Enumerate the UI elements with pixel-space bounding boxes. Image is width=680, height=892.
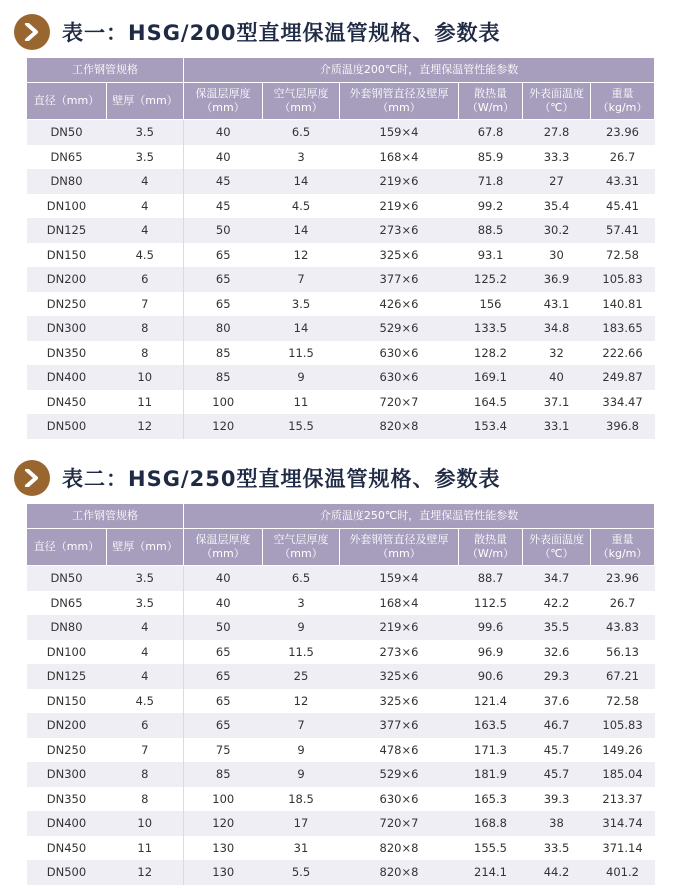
table-cell: 12 bbox=[263, 243, 340, 268]
table-cell: 120 bbox=[184, 811, 263, 836]
table-row bbox=[27, 316, 655, 341]
table-cell: 3 bbox=[263, 591, 340, 616]
col-header-heat-loss: 散热量（W/m） bbox=[459, 83, 523, 120]
table-cell: 36.9 bbox=[523, 267, 591, 292]
table-cell: 219×6 bbox=[340, 169, 459, 194]
col-header-air-layer: 空气层厚度（mm） bbox=[263, 83, 340, 120]
table-cell: 6.5 bbox=[263, 120, 340, 145]
table-cell: 11.5 bbox=[263, 341, 340, 366]
table-cell: 10 bbox=[107, 365, 184, 390]
table-cell: DN200 bbox=[27, 267, 107, 292]
table-cell: 30 bbox=[523, 243, 591, 268]
table-cell: 11 bbox=[107, 836, 184, 861]
table-cell: 4 bbox=[107, 640, 184, 665]
table-cell: DN150 bbox=[27, 243, 107, 268]
table-cell: 529×6 bbox=[340, 762, 459, 787]
table-cell: 26.7 bbox=[591, 145, 655, 170]
table-cell: 44.2 bbox=[523, 860, 591, 885]
table-cell: 219×6 bbox=[340, 615, 459, 640]
table-cell: 125.2 bbox=[459, 267, 523, 292]
table-1-body bbox=[27, 120, 655, 439]
table-cell: 29.3 bbox=[523, 664, 591, 689]
table-cell: 401.2 bbox=[591, 860, 655, 885]
table-cell: 33.1 bbox=[523, 414, 591, 439]
col-header-wall: 壁厚（mm） bbox=[107, 83, 184, 120]
table-cell: 249.87 bbox=[591, 365, 655, 390]
table-cell: 65 bbox=[184, 689, 263, 714]
col-header-casing: 外套钢管直径及壁厚（mm） bbox=[340, 83, 459, 120]
col-header-weight: 重量（kg/m） bbox=[591, 529, 655, 566]
table-row bbox=[27, 640, 655, 665]
table-cell: DN100 bbox=[27, 640, 107, 665]
table-cell: DN400 bbox=[27, 811, 107, 836]
table-cell: 181.9 bbox=[459, 762, 523, 787]
table-cell: DN200 bbox=[27, 713, 107, 738]
table-cell: 5.5 bbox=[263, 860, 340, 885]
table-cell: 168.8 bbox=[459, 811, 523, 836]
table-row bbox=[27, 292, 655, 317]
table-cell: DN450 bbox=[27, 390, 107, 415]
table-cell: 820×8 bbox=[340, 860, 459, 885]
table-cell: 3.5 bbox=[107, 591, 184, 616]
table-cell: 325×6 bbox=[340, 664, 459, 689]
table-cell: DN300 bbox=[27, 762, 107, 787]
col-header-insulation: 保温层厚度（mm） bbox=[184, 529, 263, 566]
table-cell: DN250 bbox=[27, 738, 107, 763]
table-cell: 426×6 bbox=[340, 292, 459, 317]
table-cell: 93.1 bbox=[459, 243, 523, 268]
table-cell: 85 bbox=[184, 341, 263, 366]
table-cell: 88.7 bbox=[459, 566, 523, 591]
table-cell: 478×6 bbox=[340, 738, 459, 763]
col-header-surface-temp: 外表面温度（℃） bbox=[523, 529, 591, 566]
table-cell: 377×6 bbox=[340, 713, 459, 738]
table-cell: 9 bbox=[263, 365, 340, 390]
table-row bbox=[27, 145, 655, 170]
table-cell: 133.5 bbox=[459, 316, 523, 341]
table-cell: 4 bbox=[107, 218, 184, 243]
table-row bbox=[27, 120, 655, 145]
table-cell: 37.1 bbox=[523, 390, 591, 415]
table-cell: 15.5 bbox=[263, 414, 340, 439]
table-cell: 71.8 bbox=[459, 169, 523, 194]
table-cell: DN125 bbox=[27, 218, 107, 243]
table-cell: 325×6 bbox=[340, 689, 459, 714]
table-cell: 40 bbox=[523, 365, 591, 390]
table-cell: 4 bbox=[107, 169, 184, 194]
table-cell: 273×6 bbox=[340, 218, 459, 243]
table-row bbox=[27, 390, 655, 415]
table-cell: 33.5 bbox=[523, 836, 591, 861]
table-cell: 7 bbox=[263, 713, 340, 738]
table-row bbox=[27, 591, 655, 616]
table-cell: 38 bbox=[523, 811, 591, 836]
col-header-air-layer: 空气层厚度（mm） bbox=[263, 529, 340, 566]
table-cell: DN150 bbox=[27, 689, 107, 714]
table-cell: 153.4 bbox=[459, 414, 523, 439]
table-cell: 27 bbox=[523, 169, 591, 194]
table-cell: 720×7 bbox=[340, 390, 459, 415]
table-cell: 8 bbox=[107, 316, 184, 341]
table-cell: 65 bbox=[184, 664, 263, 689]
table-cell: 35.4 bbox=[523, 194, 591, 219]
table-cell: 32.6 bbox=[523, 640, 591, 665]
table-row bbox=[27, 341, 655, 366]
table-cell: 100 bbox=[184, 390, 263, 415]
table-cell: 67.21 bbox=[591, 664, 655, 689]
table-cell: 32 bbox=[523, 341, 591, 366]
table-cell: 3.5 bbox=[107, 145, 184, 170]
table-cell: DN65 bbox=[27, 145, 107, 170]
table-cell: 185.04 bbox=[591, 762, 655, 787]
table-cell: 99.6 bbox=[459, 615, 523, 640]
table-cell: 26.7 bbox=[591, 591, 655, 616]
table-cell: 820×8 bbox=[340, 414, 459, 439]
table-cell: 10 bbox=[107, 811, 184, 836]
table-cell: 30.2 bbox=[523, 218, 591, 243]
table-cell: DN500 bbox=[27, 860, 107, 885]
table-row bbox=[27, 414, 655, 439]
table-cell: 11.5 bbox=[263, 640, 340, 665]
table-cell: 140.81 bbox=[591, 292, 655, 317]
col-header-weight: 重量（kg/m） bbox=[591, 83, 655, 120]
table-cell: DN350 bbox=[27, 787, 107, 812]
table-cell: 4 bbox=[107, 194, 184, 219]
table-cell: 40 bbox=[184, 120, 263, 145]
spec-table-2 bbox=[26, 503, 655, 885]
table-cell: 12 bbox=[107, 860, 184, 885]
col-header-heat-loss: 散热量（W/m） bbox=[459, 529, 523, 566]
table-cell: 120 bbox=[184, 414, 263, 439]
table-cell: 820×8 bbox=[340, 836, 459, 861]
table-cell: 314.74 bbox=[591, 811, 655, 836]
table-cell: 45 bbox=[184, 169, 263, 194]
table-cell: 45.7 bbox=[523, 762, 591, 787]
table-cell: 57.41 bbox=[591, 218, 655, 243]
table-cell: 8 bbox=[107, 787, 184, 812]
table-cell: 45 bbox=[184, 194, 263, 219]
table-cell: 105.83 bbox=[591, 267, 655, 292]
table-cell: 72.58 bbox=[591, 243, 655, 268]
spec-table-1 bbox=[26, 57, 655, 439]
table-cell: 17 bbox=[263, 811, 340, 836]
table-cell: 9 bbox=[263, 762, 340, 787]
table-cell: 183.65 bbox=[591, 316, 655, 341]
table-cell: 156 bbox=[459, 292, 523, 317]
table-cell: 155.5 bbox=[459, 836, 523, 861]
table-row bbox=[27, 811, 655, 836]
table-cell: 159×4 bbox=[340, 120, 459, 145]
table-cell: 630×6 bbox=[340, 787, 459, 812]
table-row bbox=[27, 243, 655, 268]
table-cell: 40 bbox=[184, 591, 263, 616]
table-cell: 43.83 bbox=[591, 615, 655, 640]
table-cell: 23.96 bbox=[591, 566, 655, 591]
table-cell: 105.83 bbox=[591, 713, 655, 738]
table-cell: 65 bbox=[184, 713, 263, 738]
col-header-diameter: 直径（mm） bbox=[27, 83, 107, 120]
table-row bbox=[27, 689, 655, 714]
table-cell: 45.41 bbox=[591, 194, 655, 219]
table-cell: DN300 bbox=[27, 316, 107, 341]
table-cell: 88.5 bbox=[459, 218, 523, 243]
table-1-title: 表一：HSG/200型直埋保温管规格、参数表 bbox=[62, 21, 501, 45]
table-cell: 65 bbox=[184, 640, 263, 665]
col-header-diameter: 直径（mm） bbox=[27, 529, 107, 566]
table-cell: 159×4 bbox=[340, 566, 459, 591]
col-header-insulation: 保温层厚度（mm） bbox=[184, 83, 263, 120]
table-row bbox=[27, 664, 655, 689]
table-row bbox=[27, 738, 655, 763]
table-cell: DN400 bbox=[27, 365, 107, 390]
table-cell: 11 bbox=[107, 390, 184, 415]
table-cell: 219×6 bbox=[340, 194, 459, 219]
table-cell: 46.7 bbox=[523, 713, 591, 738]
table-cell: 168×4 bbox=[340, 145, 459, 170]
table-cell: 43.31 bbox=[591, 169, 655, 194]
col-header-surface-temp: 外表面温度（℃） bbox=[523, 83, 591, 120]
table-cell: 169.1 bbox=[459, 365, 523, 390]
table-cell: 214.1 bbox=[459, 860, 523, 885]
table-cell: 121.4 bbox=[459, 689, 523, 714]
table-cell: 164.5 bbox=[459, 390, 523, 415]
table-cell: 85.9 bbox=[459, 145, 523, 170]
table-cell: 6 bbox=[107, 713, 184, 738]
table-cell: 273×6 bbox=[340, 640, 459, 665]
table-cell: 85 bbox=[184, 762, 263, 787]
table-cell: 163.5 bbox=[459, 713, 523, 738]
table-cell: 65 bbox=[184, 267, 263, 292]
table-cell: 56.13 bbox=[591, 640, 655, 665]
table-cell: 40 bbox=[184, 145, 263, 170]
table-2-title-row bbox=[14, 460, 500, 496]
table-cell: 42.2 bbox=[523, 591, 591, 616]
table-cell: 50 bbox=[184, 218, 263, 243]
table-row bbox=[27, 787, 655, 812]
group-header-performance: 介质温度250℃时，直埋保温管性能参数 bbox=[184, 504, 655, 529]
table-cell: 67.8 bbox=[459, 120, 523, 145]
table-cell: 14 bbox=[263, 169, 340, 194]
table-cell: 34.8 bbox=[523, 316, 591, 341]
table-cell: 25 bbox=[263, 664, 340, 689]
table-cell: 3.5 bbox=[107, 566, 184, 591]
table-cell: 96.9 bbox=[459, 640, 523, 665]
table-cell: 396.8 bbox=[591, 414, 655, 439]
table-cell: 325×6 bbox=[340, 243, 459, 268]
chevron-right-icon bbox=[14, 460, 50, 496]
table-cell: 377×6 bbox=[340, 267, 459, 292]
table-cell: 7 bbox=[107, 738, 184, 763]
table-cell: 7 bbox=[263, 267, 340, 292]
col-header-wall: 壁厚（mm） bbox=[107, 529, 184, 566]
table-cell: 75 bbox=[184, 738, 263, 763]
table-cell: DN50 bbox=[27, 566, 107, 591]
table-cell: DN125 bbox=[27, 664, 107, 689]
table-cell: 171.3 bbox=[459, 738, 523, 763]
table-cell: 37.6 bbox=[523, 689, 591, 714]
table-row bbox=[27, 836, 655, 861]
table-cell: 3 bbox=[263, 145, 340, 170]
table-cell: 12 bbox=[107, 414, 184, 439]
table-cell: DN80 bbox=[27, 169, 107, 194]
table-row bbox=[27, 194, 655, 219]
table-2-body bbox=[27, 566, 655, 885]
table-cell: 371.14 bbox=[591, 836, 655, 861]
table-cell: 8 bbox=[107, 762, 184, 787]
table-cell: 4.5 bbox=[263, 194, 340, 219]
table-cell: 720×7 bbox=[340, 811, 459, 836]
table-cell: 630×6 bbox=[340, 341, 459, 366]
col-header-casing: 外套钢管直径及壁厚（mm） bbox=[340, 529, 459, 566]
table-row bbox=[27, 218, 655, 243]
table-cell: 630×6 bbox=[340, 365, 459, 390]
table-cell: 31 bbox=[263, 836, 340, 861]
table-1-title-row bbox=[14, 14, 500, 50]
table-cell: 34.7 bbox=[523, 566, 591, 591]
table-cell: 14 bbox=[263, 218, 340, 243]
table-cell: 100 bbox=[184, 787, 263, 812]
table-cell: 3.5 bbox=[107, 120, 184, 145]
table-row bbox=[27, 615, 655, 640]
table-cell: 128.2 bbox=[459, 341, 523, 366]
table-cell: 18.5 bbox=[263, 787, 340, 812]
table-cell: 72.58 bbox=[591, 689, 655, 714]
table-cell: 39.3 bbox=[523, 787, 591, 812]
table-cell: 4.5 bbox=[107, 689, 184, 714]
table-cell: 8 bbox=[107, 341, 184, 366]
table-cell: 213.37 bbox=[591, 787, 655, 812]
table-row bbox=[27, 267, 655, 292]
table-cell: 27.8 bbox=[523, 120, 591, 145]
table-cell: 33.3 bbox=[523, 145, 591, 170]
table-cell: 43.1 bbox=[523, 292, 591, 317]
table-row bbox=[27, 566, 655, 591]
table-cell: 334.47 bbox=[591, 390, 655, 415]
group-header-steel-pipe: 工作钢管规格 bbox=[27, 504, 184, 529]
table-cell: 168×4 bbox=[340, 591, 459, 616]
table-cell: DN450 bbox=[27, 836, 107, 861]
table-cell: DN50 bbox=[27, 120, 107, 145]
table-cell: 11 bbox=[263, 390, 340, 415]
table-cell: 9 bbox=[263, 738, 340, 763]
table-cell: 45.7 bbox=[523, 738, 591, 763]
table-cell: 85 bbox=[184, 365, 263, 390]
table-cell: 9 bbox=[263, 615, 340, 640]
table-cell: 4 bbox=[107, 615, 184, 640]
table-cell: 6.5 bbox=[263, 566, 340, 591]
table-cell: 149.26 bbox=[591, 738, 655, 763]
chevron-right-icon bbox=[14, 14, 50, 50]
table-row bbox=[27, 365, 655, 390]
table-cell: DN80 bbox=[27, 615, 107, 640]
table-cell: 65 bbox=[184, 292, 263, 317]
table-cell: 130 bbox=[184, 836, 263, 861]
table-row bbox=[27, 713, 655, 738]
table-2-title: 表二：HSG/250型直埋保温管规格、参数表 bbox=[62, 467, 501, 491]
group-header-steel-pipe: 工作钢管规格 bbox=[27, 58, 184, 83]
table-cell: 529×6 bbox=[340, 316, 459, 341]
table-cell: 23.96 bbox=[591, 120, 655, 145]
table-cell: 35.5 bbox=[523, 615, 591, 640]
table-cell: 222.66 bbox=[591, 341, 655, 366]
table-cell: 80 bbox=[184, 316, 263, 341]
table-cell: DN65 bbox=[27, 591, 107, 616]
table-cell: DN350 bbox=[27, 341, 107, 366]
table-cell: 4 bbox=[107, 664, 184, 689]
table-cell: DN250 bbox=[27, 292, 107, 317]
table-cell: 90.6 bbox=[459, 664, 523, 689]
table-row bbox=[27, 860, 655, 885]
table-cell: 50 bbox=[184, 615, 263, 640]
table-cell: 3.5 bbox=[263, 292, 340, 317]
table-cell: DN500 bbox=[27, 414, 107, 439]
table-row bbox=[27, 169, 655, 194]
table-cell: 7 bbox=[107, 292, 184, 317]
group-header-performance: 介质温度200℃时，直埋保温管性能参数 bbox=[184, 58, 655, 83]
table-cell: 130 bbox=[184, 860, 263, 885]
table-cell: 65 bbox=[184, 243, 263, 268]
table-row bbox=[27, 762, 655, 787]
table-cell: 112.5 bbox=[459, 591, 523, 616]
table-cell: 165.3 bbox=[459, 787, 523, 812]
table-cell: 6 bbox=[107, 267, 184, 292]
table-cell: 40 bbox=[184, 566, 263, 591]
table-cell: 99.2 bbox=[459, 194, 523, 219]
table-cell: 12 bbox=[263, 689, 340, 714]
table-cell: 4.5 bbox=[107, 243, 184, 268]
table-cell: 14 bbox=[263, 316, 340, 341]
table-cell: DN100 bbox=[27, 194, 107, 219]
